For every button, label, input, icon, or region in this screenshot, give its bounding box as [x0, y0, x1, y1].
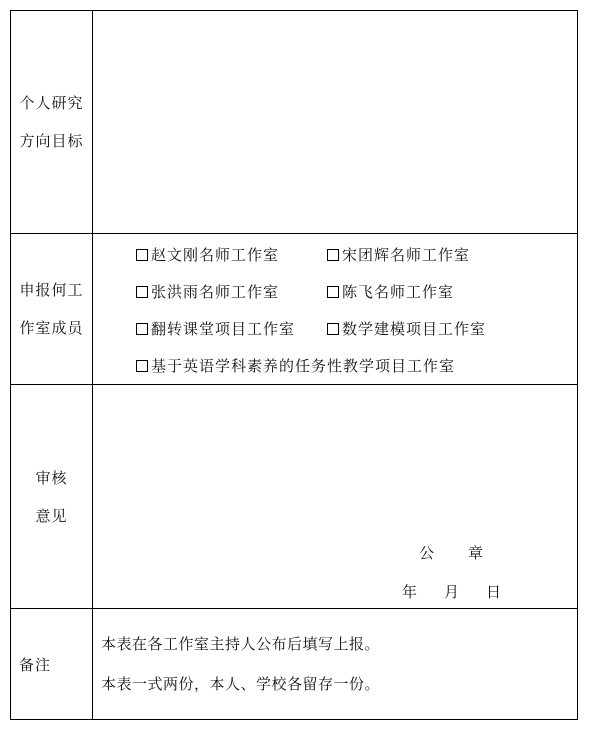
- note-line-1: 本表在各工作室主持人公布后填写上报。: [101, 635, 381, 653]
- review-opinion-cell[interactable]: [93, 385, 578, 609]
- studio-option-4[interactable]: [327, 281, 454, 302]
- studio-option-label: 陈飞名师工作室: [342, 283, 455, 301]
- checkbox-icon[interactable]: [327, 323, 339, 335]
- review-label-line-2: 意见: [35, 506, 68, 525]
- research-direction-row: [11, 11, 578, 234]
- checkbox-icon[interactable]: [136, 360, 148, 372]
- note-line-2: 本表一式两份，本人、学校各留存一份。: [101, 675, 381, 693]
- date-year: 年: [402, 583, 418, 601]
- notes-content: [93, 609, 578, 720]
- studio-option-5[interactable]: [136, 318, 295, 339]
- date-month: 月: [444, 583, 460, 601]
- notes-row: [11, 609, 578, 720]
- studio-option-label: 基于英语学科素养的任务性教学项目工作室: [151, 357, 456, 375]
- studio-option-3[interactable]: [136, 281, 279, 302]
- research-label-line-2: 方向目标: [19, 132, 84, 150]
- studio-option-2[interactable]: [327, 244, 470, 265]
- checkbox-icon[interactable]: [327, 249, 339, 261]
- official-seal-text: [419, 542, 484, 563]
- date-day: 日: [486, 583, 502, 601]
- research-direction-field[interactable]: [93, 11, 578, 234]
- checkbox-icon[interactable]: [327, 286, 339, 298]
- studio-option-label: 数学建模项目工作室: [342, 320, 487, 338]
- studio-option-label: 张洪雨名师工作室: [151, 283, 280, 301]
- studio-options-cell: [93, 234, 578, 385]
- research-label-line-1: 个人研究: [19, 94, 84, 112]
- studio-option-label: 宋团辉名师工作室: [342, 246, 471, 264]
- studio-option-6[interactable]: [327, 318, 486, 339]
- seal-char-2: 章: [468, 544, 485, 562]
- application-form-table: [10, 10, 578, 720]
- review-opinion-label: [11, 385, 93, 609]
- studio-option-7[interactable]: [136, 355, 455, 376]
- notes-label: 备注: [11, 609, 93, 720]
- review-opinion-row: [11, 385, 578, 609]
- studio-option-label: 赵文刚名师工作室: [151, 246, 280, 264]
- review-opinion-area: [93, 385, 577, 608]
- seal-char-1: 公: [419, 544, 436, 562]
- review-date: [402, 581, 501, 602]
- review-label-line-1: 审核: [35, 468, 68, 487]
- studio-selection-label: [11, 234, 93, 385]
- studio-options: [93, 234, 577, 384]
- checkbox-icon[interactable]: [136, 323, 148, 335]
- studio-option-label: 翻转课堂项目工作室: [151, 320, 296, 338]
- checkbox-icon[interactable]: [136, 249, 148, 261]
- research-direction-label: [11, 11, 93, 234]
- studio-option-1[interactable]: [136, 244, 279, 265]
- studio-label-line-1: 申报何工: [19, 281, 84, 299]
- checkbox-icon[interactable]: [136, 286, 148, 298]
- studio-selection-row: [11, 234, 578, 385]
- studio-label-line-2: 作室成员: [19, 319, 84, 337]
